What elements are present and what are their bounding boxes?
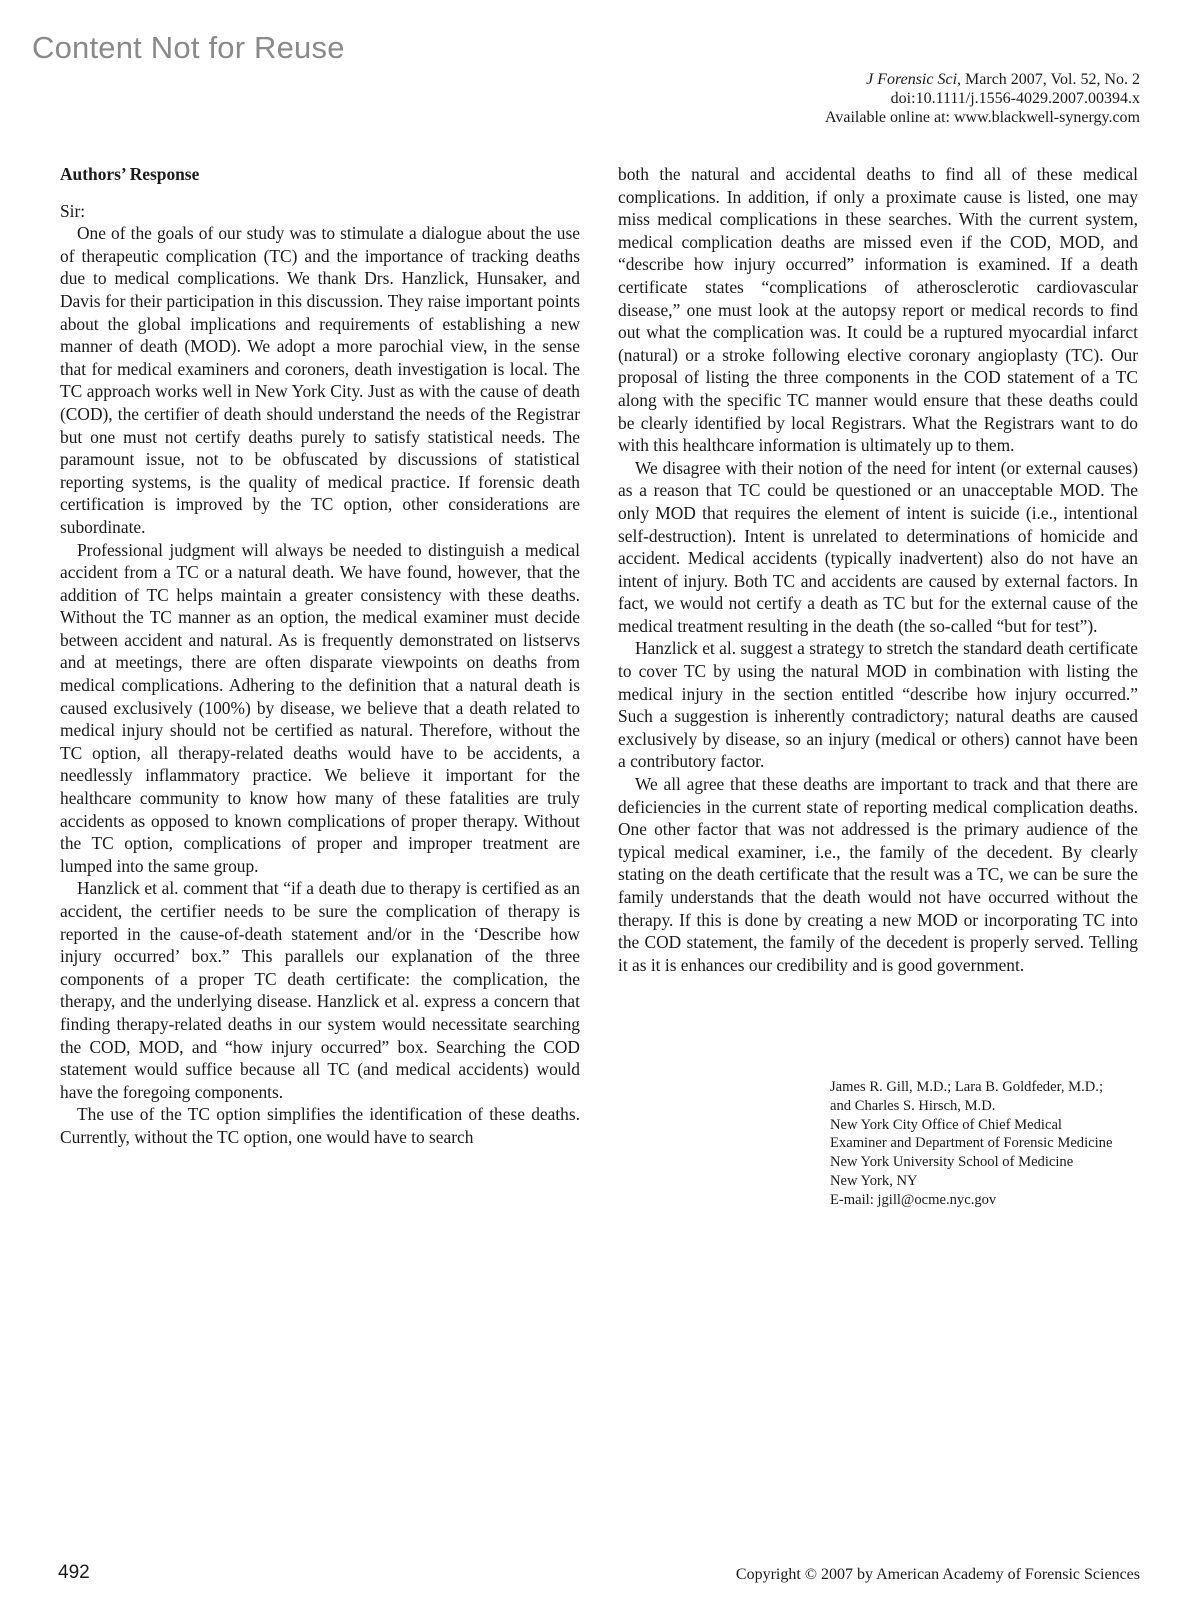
- paragraph: We disagree with their notion of the need for intent (or external causes) as a reason that TC could be questioned or an unacceptable MOD. The only MOD that requires the element of intent is suicide (i.e., intentional self-destruction). Intent is unrelated to determinations of homicide and accident. Medical accidents (typically inadvertent) also do not have an intent of injury. Both TC and accidents are caused by external factors. In fact, we would not certify a death as TC but for the external cause of the medical treatment resulting in the death (the so-called “but for test”).: [618, 457, 1138, 636]
- paragraph: We all agree that these deaths are important to track and that there are deficiencies in the current state of reporting medical complication deaths. One other factor that was not addressed is the primary audience of the typical medical examiner, i.e., the family of the decedent. By clearly stating on the death certificate that the result was a TC, we can be sure the family understands that the death would not have occurred without the therapy. If this is done by creating a new MOD or incorporating TC into the COD statement, the family of the decedent is properly served. Telling it as it is enhances our credibility and is good government.: [618, 774, 1138, 975]
- salutation: Sir:: [60, 200, 86, 221]
- paragraph: Professional judgment will always be needed to distinguish a medical accident from a TC or a natural death. We have found, however, that the addition of TC helps maintain a greater consistency with these deaths. Without the TC manner as an option, the medical examiner must decide between accident and natural. As is frequently demonstrated on listservs and at meetings, there are often disparate viewpoints on deaths from medical complications. Adhering to the definition that a natural death is caused exclusively (100%) by disease, we believe that a death related to medical injury should not be certified as natural. Therefore, without the TC option, all therapy-related deaths would have to be accidents, a needlessly inflammatory practice. We believe it important for the healthcare community to know how many of these fatalities are truly accidents as opposed to known complications of proper therapy. Without the TC option, complications of proper and improper treatment are lumped into the same group.: [60, 539, 580, 876]
- watermark: Content Not for Reuse: [32, 30, 345, 65]
- paragraph: Hanzlick et al. comment that “if a death due to therapy is certified as an accident, the certifier needs to be sure the complication of therapy is reported in the cause-of-death statement and/or in the ‘Describe how injury occurred’ box.” This parallels our explanation of the three components of a proper TC death certificate: the complication, the therapy, and the underlying disease. Hanzlick et al. express a concern that finding therapy-related deaths in our system would necessitate searching the COD, MOD, and “how injury occurred” box. Searching the COD statement would suffice because all TC (and medical accidents) would have the foregoing components.: [60, 878, 580, 1102]
- signature-line: Examiner and Department of Forensic Medicine: [830, 1135, 1113, 1152]
- signature-line: New York City Office of Chief Medical: [830, 1116, 1062, 1133]
- signature-line: James R. Gill, M.D.; Lara B. Goldfeder, M.D.;: [830, 1079, 1104, 1095]
- journal-availability: Available online at: www.blackwell-synergy.com: [824, 109, 1140, 126]
- journal-issue-line: [620, 70, 1140, 89]
- section-heading: Authors’ Response: [60, 164, 200, 184]
- paragraph: One of the goals of our study was to stimulate a dialogue about the use of therapeutic complication (TC) and the importance of tracking deaths due to medical complications. We thank Drs. Hanzlick, Hunsaker, and Davis for their participation in this discussion. They raise important points about the global implications and requirements of establishing a new manner of death (MOD). We adopt a more parochial view, in the sense that for medical examiners and coroners, death investigation is local. The TC approach works well in New York City. Just as with the cause of death (COD), the certifier of death should understand the needs of the Registrar but one must not certify deaths purely to satisfy statistical needs. The paramount issue, not to be obfuscated by discussions of statistical reporting systems, is the quality of medical practice. If forensic death certification is improved by the TC option, other considerations are subordinate.: [60, 223, 580, 537]
- journal-name: J Forensic Sci,: [866, 71, 962, 88]
- journal-doi: doi:10.1111/j.1556-4029.2007.00394.x: [890, 90, 1140, 107]
- signature-line: New York, NY: [830, 1172, 918, 1189]
- signature-line: and Charles S. Hirsch, M.D.: [830, 1097, 996, 1114]
- signature-line: New York University School of Medicine: [830, 1154, 1074, 1171]
- left-column: [60, 163, 580, 1149]
- journal-header: [620, 70, 1140, 127]
- signature-email: E-mail: jgill@ocme.nyc.gov: [830, 1191, 997, 1208]
- copyright-notice: Copyright © 2007 by American Academy of Forensic Sciences: [735, 1566, 1140, 1583]
- page-number: 492: [58, 1562, 90, 1583]
- author-signature: [830, 1078, 1170, 1210]
- journal-issue: March 2007, Vol. 52, No. 2: [965, 71, 1140, 88]
- paragraph-continuation: both the natural and accidental deaths to find all of these medical complications. In addition, if only a proximate cause is listed, one may miss medical complications in these searches. With the current system, medical complication deaths are missed even if the COD, MOD, and “describe how injury occurred” information is examined. If a death certificate states “complications of atherosclerotic cardiovascular disease,” one must look at the autopsy report or medical records to find out what the complication was. It could be a ruptured myocardial infarct (natural) or a stroke following elective coronary angioplasty (TC). Our proposal of listing the three components in the COD statement of a TC along with the specific TC manner would ensure that these deaths could be clearly identified by local Registrars. What the Registrars want to do with this healthcare information is ultimately up to them.: [618, 164, 1138, 456]
- paragraph: The use of the TC option simplifies the identification of these deaths. Currently, without the TC option, one would have to search: [60, 1104, 580, 1147]
- right-column: [618, 163, 1138, 976]
- paragraph: Hanzlick et al. suggest a strategy to stretch the standard death certificate to cover TC by using the natural MOD in combination with listing the medical injury in the section entitled “describe how injury occurred.” Such a suggestion is inherently contradictory; natural deaths are caused exclusively by disease, so an injury (medical or others) cannot have been a contributory factor.: [618, 638, 1138, 772]
